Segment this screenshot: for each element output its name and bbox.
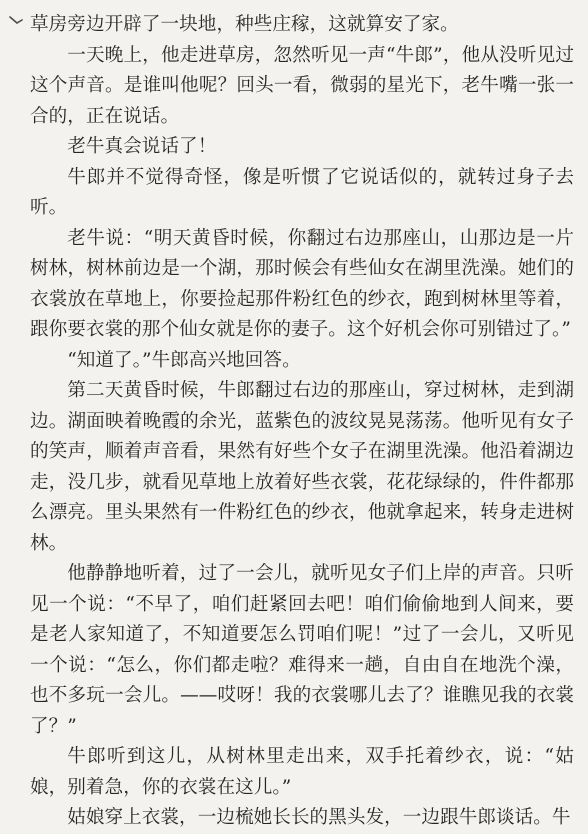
paragraph-2: 一天晚上，他走进草房，忽然听见一声“牛郎”，他从没听见过这个声音。是谁叫他呢？回头一看，微弱的星光下，老牛嘴一张一合的，正在说话。	[30, 44, 574, 127]
paragraph-7: 第二天黄昏时候，牛郎翻过右边的那座山，穿过树林，走到湖边。湖面映着晚霞的余光，蓝紫色的波纹晃晃荡荡。他听见有女子的笑声，顺着声音看，果然有好些个女子在湖里洗澡。他沿着湖边走，没几步，就看见草地上放着好些衣裳，花花绿绿的，件件都那么漂亮。里头果然有一件粉红色的纱衣，他就拿起来，转身走进树林。	[30, 380, 574, 554]
paragraph-10: 姑娘穿上衣裳，一边梳她长长的黑头发，一边跟牛郎谈话。牛	[67, 807, 571, 828]
page-corner-mark-icon	[9, 15, 23, 25]
paragraph-9: 牛郎听到这儿，从树林里走出来，双手托着纱衣，说：“姑娘，别着急，你的衣裳在这儿。”	[30, 746, 574, 798]
paragraph-3: 老牛真会说话了！	[67, 136, 217, 157]
paragraph-1: 草房旁边开辟了一块地，种些庄稼，这就算安了家。	[30, 14, 459, 35]
paragraph-4: 牛郎并不觉得奇怪，像是听惯了它说话似的，就转过身子去听。	[30, 166, 574, 218]
paragraph-6: “知道了。”牛郎高兴地回答。	[67, 349, 301, 371]
paragraph-8: 他静静地听着，过了一会儿，就听见女子们上岸的声音。只听见一个说：“不早了，咱们赶紧回去吧！咱们偷偷地到人间来，要是老人家知道了，不知道要怎么罚咱们呢！”过了一会儿，又听见一个说：“怎么，你们都走啦？难得来一趟，自由自在地洗个澡，也不多玩一会儿。——哎呀！我的衣裳哪儿去了？谁瞧见我的衣裳了？”	[30, 563, 574, 737]
paragraph-5: 老牛说：“明天黄昏时候，你翻过右边那座山，山那边是一片树林，树林前边是一个湖，那时候会有些仙女在湖里洗澡。她们的衣裳放在草地上，你要捡起那件粉红色的纱衣，跑到树林里等着，跟你要衣裳的那个仙女就是你的妻子。这个好机会你可别错过了。”	[30, 227, 574, 340]
